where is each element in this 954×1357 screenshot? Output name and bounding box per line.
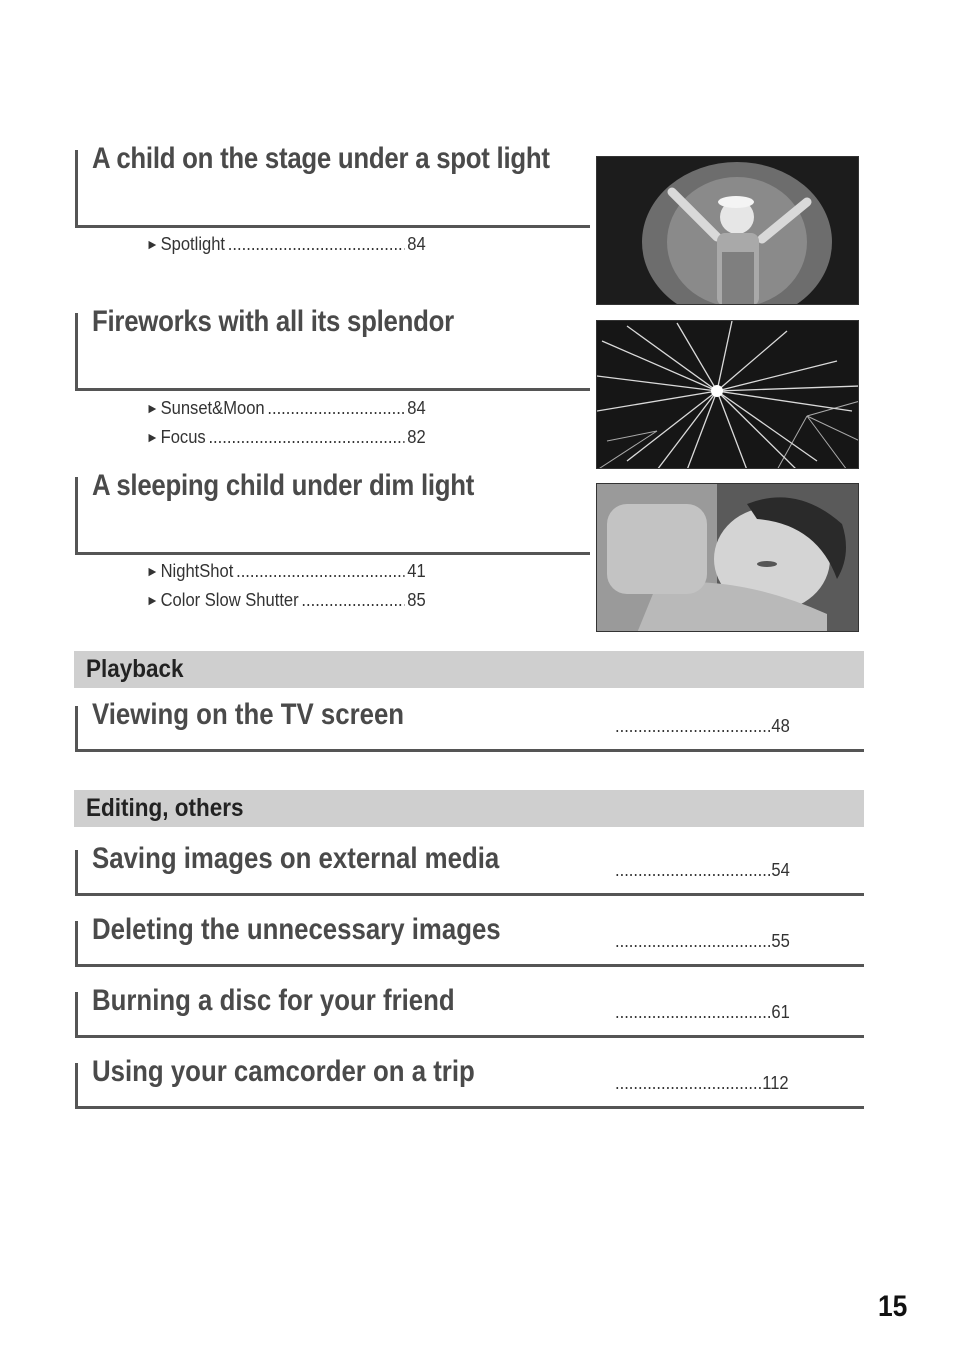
- page-number: 15: [878, 1290, 908, 1323]
- section-title: Editing, others: [86, 794, 244, 822]
- scene-heading-spotlight: [75, 142, 590, 228]
- ref-label: Focus: [160, 427, 206, 447]
- ref-page: 82: [407, 427, 426, 447]
- entry-viewing-tv[interactable]: [75, 698, 864, 752]
- ref-focus[interactable]: [146, 423, 426, 452]
- scene-title: A child on the stage under a spot light: [92, 142, 550, 175]
- entry-page-ref: ................................112: [615, 1073, 789, 1093]
- ref-spotlight[interactable]: [146, 230, 426, 259]
- entry-title: Burning a disc for your friend: [92, 984, 455, 1017]
- ref-label: Sunset&Moon: [160, 398, 265, 418]
- scene-title: Fireworks with all its splendor: [92, 305, 454, 338]
- leader-dots: [267, 394, 404, 423]
- entry-title: Saving images on external media: [92, 842, 500, 875]
- child-spotlight-photo: [596, 156, 859, 305]
- ref-sunset-moon[interactable]: [146, 394, 426, 423]
- sleeping-child-photo: [596, 483, 859, 632]
- leader-dots: [208, 423, 404, 452]
- ref-page: 84: [407, 398, 426, 418]
- ref-label: NightShot: [160, 561, 234, 581]
- entry-saving-images[interactable]: [75, 842, 864, 896]
- arrow-right-icon: ►: [146, 563, 159, 579]
- scene-refs-sleeping: [146, 557, 450, 615]
- entry-camcorder-trip[interactable]: [75, 1055, 864, 1109]
- section-title: Playback: [86, 655, 184, 683]
- arrow-right-icon: ►: [146, 236, 159, 252]
- leader-dots: [236, 557, 404, 586]
- entry-page-ref: ..................................55: [615, 931, 790, 951]
- entry-burning-disc[interactable]: [75, 984, 864, 1038]
- entry-page-ref: ..................................54: [615, 860, 790, 880]
- entry-page-ref: ..................................61: [615, 1002, 790, 1022]
- ref-nightshot[interactable]: [146, 557, 426, 586]
- section-header-playback: [74, 651, 864, 688]
- scene-heading-fireworks: [75, 305, 590, 391]
- arrow-right-icon: ►: [146, 400, 159, 416]
- entry-title: Viewing on the TV screen: [92, 698, 405, 731]
- scene-refs-spotlight: [146, 230, 450, 259]
- leader-dots: [228, 230, 405, 259]
- section-header-editing: [74, 790, 864, 827]
- entry-deleting-images[interactable]: [75, 913, 864, 967]
- ref-color-slow-shutter[interactable]: [146, 586, 426, 615]
- entry-title: Using your camcorder on a trip: [92, 1055, 475, 1088]
- scene-refs-fireworks: [146, 394, 450, 452]
- ref-label: Color Slow Shutter: [160, 590, 299, 610]
- arrow-right-icon: ►: [146, 592, 159, 608]
- ref-page: 84: [407, 234, 426, 254]
- ref-page: 41: [407, 561, 426, 581]
- ref-page: 85: [407, 590, 426, 610]
- ref-label: Spotlight: [160, 234, 226, 254]
- leader-dots: [301, 586, 404, 615]
- arrow-right-icon: ►: [146, 429, 159, 445]
- entry-title: Deleting the unnecessary images: [92, 913, 501, 946]
- scene-title: A sleeping child under dim light: [92, 469, 475, 502]
- fireworks-photo: [596, 320, 859, 469]
- scene-heading-sleeping: [75, 469, 590, 555]
- entry-page-ref: ..................................48: [615, 716, 790, 736]
